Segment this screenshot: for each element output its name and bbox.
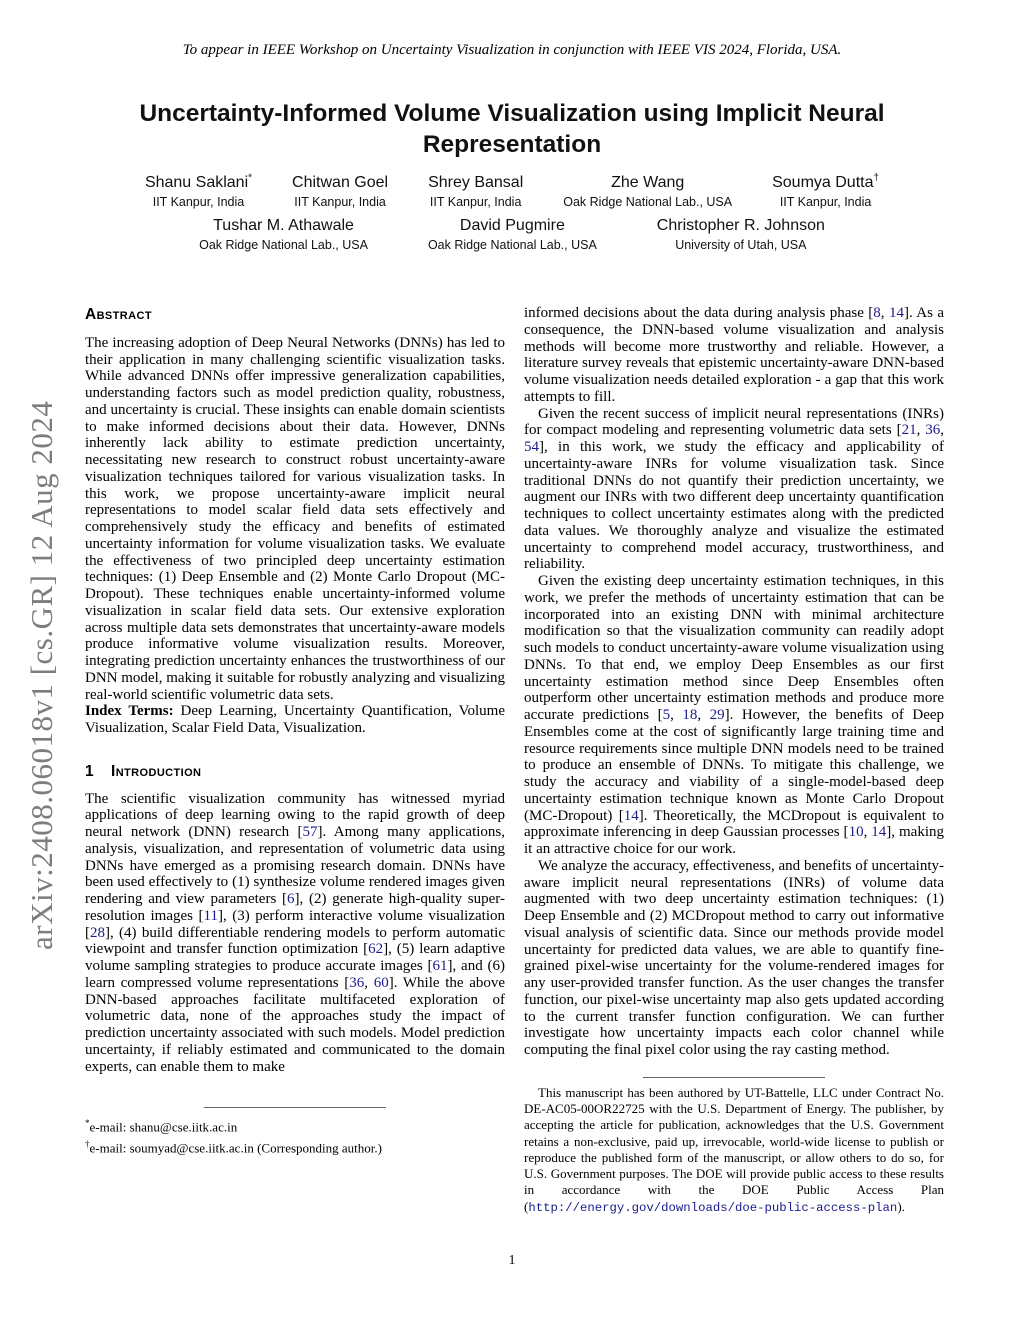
citation-ref[interactable]: 14: [888, 305, 904, 321]
citation-ref[interactable]: 21: [901, 422, 917, 439]
section-heading-introduction: [85, 764, 505, 781]
right-column: [524, 305, 944, 1216]
author-name: [428, 174, 523, 192]
footnote-rule: [643, 1077, 825, 1078]
index-terms: [85, 703, 505, 737]
citation-ref[interactable]: 57: [302, 824, 318, 840]
author-zhe-wang: [563, 174, 732, 209]
arxiv-watermark: arXiv:2408.06018v1 [cs.GR] 12 Aug 2024: [24, 400, 59, 950]
citation-ref[interactable]: 6: [287, 891, 295, 907]
author-footnote-marker: *: [248, 172, 253, 184]
page-number: 1: [508, 1252, 516, 1267]
citation-ref[interactable]: 36: [925, 422, 941, 439]
author-shanu-saklani: [145, 174, 252, 209]
author-affiliation: University of Utah, USA: [675, 238, 807, 252]
body-paragraph: We analyze the accuracy, effectiveness, and benefits of uncertainty-aware implicit neural representations (INRs) of volume data augmented with two deep uncertainty estimation techniques: (1) Deep Ensemble and (2) MCDropout method to carry out informative visual analysis of scientific data. Since our methods provide model uncertainty for predicted data values, we are able to quantify fine-grained pixel-wise uncertainty for the volume-rendered images for any user-provided transfer function. As the user changes the transfer function, our pixel-wise uncertainty map also gets updated according to the current transfer function configuration. We can further investigate how uncertainty impacts each color channel while computing the final pixel color using the ray casting method.: [524, 857, 944, 1058]
author-name: [199, 217, 368, 235]
citation-ref[interactable]: 18: [682, 707, 698, 723]
paper-title: Uncertainty-Informed Volume Visualization using Implicit Neural Representation: [139, 100, 885, 158]
author-affiliation: Oak Ridge National Lab., USA: [427, 238, 597, 252]
author-affiliation: Oak Ridge National Lab., USA: [563, 195, 733, 209]
author-affiliation: IIT Kanpur, India: [429, 195, 522, 209]
author-row-2: [0, 217, 1024, 252]
conference-notice: To appear in IEEE Workshop on Uncertainty Visualization in conjunction with IEEE VIS 2024, Florida, USA.: [182, 42, 842, 58]
author-name: [428, 217, 597, 235]
manuscript-notice: [524, 1077, 944, 1216]
author-name-text: Christopher R. Johnson: [656, 217, 825, 234]
index-terms-text: Deep Learning, Uncertainty Quantification, Volume Visualization, Scalar Field Data, Visualization.: [85, 703, 505, 736]
body-paragraph: informed decisions about the data during analysis phase [8, 14]. As a consequence, the DNN-based volume visualization and analysis methods will become more trustworthy and reliable. However, a literature survey reveals that epistemic uncertainty-aware DNN-based volume visualization needs detailed exploration - a gap that this work attempts to fill.: [524, 305, 944, 405]
author-affiliation: IIT Kanpur, India: [779, 195, 872, 209]
citation-ref[interactable]: 14: [623, 807, 639, 824]
author-name-text: Shanu Saklani: [144, 174, 249, 191]
citation-ref[interactable]: 8: [873, 305, 881, 321]
footnote-email-2: [85, 1136, 505, 1157]
author-name: [145, 174, 252, 192]
footnote-email-1: [85, 1115, 505, 1136]
author-name-text: Soumya Dutta: [772, 174, 874, 191]
index-terms-label: Index Terms:: [85, 703, 174, 720]
body-paragraph: Given the recent success of implicit neural representations (INRs) for compact modeling and representing volumetric data sets [21, 36, 54], in this work, we study the efficacy and applicability of uncertainty-aware INRs for volume visualization task. Since traditional DNNs do not quantify their prediction uncertainty, we augment our INRs with two different deep uncertainty quantification techniques to collect uncertainty estimates along with the predicted data values. We thoroughly analyze and visualize the estimated uncertainty to comprehend model accuracy, trustworthiness, and reliability.: [524, 405, 944, 573]
author-footnotes: [85, 1107, 505, 1157]
citation-ref[interactable]: 28: [90, 924, 105, 941]
author-footnote-marker: †: [873, 172, 880, 184]
footnote-text: e-mail: soumyad@cse.iitk.ac.in (Corresponding author.): [89, 1140, 382, 1156]
citation-ref[interactable]: 62: [368, 941, 384, 958]
body-paragraph: Given the existing deep uncertainty estimation techniques, in this work, we prefer the methods of uncertainty estimation that can be incorporated into an existing DNN with minimal architecture modification so that the visualization community can readily adopt such models to conduct uncertainty-aware volume visualization using DNNs. To that end, we employ Deep Ensembles as our first uncertainty estimation method since Deep Ensembles often outperform other uncertainty estimation methods and produce more accurate predictions [5, 18, 29]. However, the benefits of Deep Ensembles come at the cost of significantly large training time and resource requirements since multiple DNN models need to be trained to produce an ensemble of DNNs. To mitigate this challenge, we study the accuracy and viability of a single-model-based deep uncertainty estimation technique known as Monte Carlo Dropout (MC-Dropout) [14]. Theoretically, the MCDropout is equivalent to approximate inferencing in deep Gaussian processes [10, 14], making it an attractive choice for our work.: [524, 573, 944, 857]
author-name-text: Zhe Wang: [611, 174, 685, 191]
footnote-rule: [204, 1107, 386, 1108]
section-number: 1: [85, 762, 95, 780]
author-name-text: Tushar M. Athawale: [213, 217, 354, 234]
author-tushar-athawale: [199, 217, 368, 252]
footnote-text: e-mail: shanu@cse.iitk.ac.in: [89, 1119, 238, 1135]
citation-ref[interactable]: 29: [709, 707, 725, 723]
right-column-flow: [524, 305, 944, 1077]
citation-ref[interactable]: 61: [432, 958, 448, 974]
author-chitwan-goel: [292, 174, 388, 209]
citation-ref[interactable]: 54: [524, 439, 539, 455]
left-column: [85, 305, 505, 1157]
citation-ref[interactable]: 10: [848, 824, 864, 841]
author-shrey-bansal: [428, 174, 523, 209]
footnote-marker: †: [85, 1139, 90, 1150]
author-name-text: Shrey Bansal: [428, 174, 524, 191]
author-block: [0, 174, 1024, 252]
author-name: [292, 174, 388, 192]
author-name: [563, 174, 732, 192]
abstract-heading: Abstract: [85, 306, 152, 323]
left-column-flow: [85, 305, 505, 1101]
citation-ref[interactable]: 36: [349, 974, 365, 991]
author-affiliation: Oak Ridge National Lab., USA: [199, 238, 368, 252]
author-name: [657, 217, 825, 235]
author-david-pugmire: [428, 217, 597, 252]
url-link[interactable]: http://energy.gov/downloads/doe-public-access-plan: [528, 1200, 898, 1215]
introduction-paragraph: The scientific visualization community has witnessed myriad applications of deep learning owing to the rapid growth of deep neural network (DNN) research [57]. Among many applications, analysis, visualization, and representation of volumetric data using DNNs have emerged as a promising research domain. DNNs have been used effectively to (1) synthesize volume rendered images given rendering and view parameters [6], (2) generate high-quality super-resolution images [11], (3) perform interactive volume visualization [28], (4) build differentiable rendering models to perform automatic viewpoint and transfer function optimization [62], (5) learn adaptive volume sampling strategies to produce accurate images [61], and (6) learn compressed volume representations [36, 60]. While the above DNN-based approaches facilitate multifaceted exploration of volumetric data, none of the approaches study the impact of prediction uncertainty associated with such models. Model prediction uncertainty, if reliably estimated and communicated to the domain experts, can enable them to make: [85, 790, 505, 1075]
citation-ref[interactable]: 11: [203, 907, 218, 924]
author-row-1: [0, 174, 1024, 209]
abstract-text: The increasing adoption of Deep Neural Networks (DNNs) has led to their application in many challenging scientific visualization tasks. While advanced DNNs offer impressive generalization capabilities, understanding factors such as model prediction quality, robustness, and uncertainty is crucial. These insights can enable domain scientists to make informed decisions about their data. However, DNNs inherently lack ability to estimate prediction uncertainty, necessitating new research to construct robust uncertainty-aware visualization techniques tailored for various visualization tasks. In this work, we propose uncertainty-aware implicit neural representations to model scalar field data sets effectively and comprehensively study the efficacy and benefits of estimated uncertainty information for volume visualization tasks. We evaluate the effectiveness of two principled deep uncertainty estimation techniques: (1) Deep Ensemble and (2) Monte Carlo Dropout (MC-Dropout). These techniques enable uncertainty-informed volume visualization in scalar field data sets. Our extensive exploration across multiple data sets demonstrates that uncertainty-aware models produce informative volume visualization results. Moreover, integrating prediction uncertainty enhances the trustworthiness of our DNN model, making it suitable for robustly analyzing and visualizing real-world scientific volumetric data sets.: [85, 334, 505, 703]
author-name: [772, 174, 879, 192]
author-soumya-dutta: [772, 174, 879, 209]
citation-ref[interactable]: 60: [373, 974, 389, 991]
author-name-text: Chitwan Goel: [292, 174, 389, 191]
author-name-text: David Pugmire: [459, 217, 565, 234]
manuscript-notice-text: This manuscript has been authored by UT-Battelle, LLC under Contract No. DE-AC05-00OR22725 with the U.S. Department of Energy. The publisher, by accepting the article for publication, acknowledges that the U.S. Government retains a non-exclusive, paid up, irrevocable, world-wide license to publish or reproduce the published form of the manuscript, or allow others to do so, for U.S. Government purposes. The DOE will provide public access to these results in accordance with the DOE Public Access Plan (http://energy.gov/downloads/doe-public-access-plan).: [524, 1084, 944, 1215]
author-affiliation: IIT Kanpur, India: [152, 195, 245, 209]
footnote-marker: *: [85, 1118, 90, 1129]
author-affiliation: IIT Kanpur, India: [294, 195, 386, 209]
citation-ref[interactable]: 5: [662, 707, 671, 723]
section-title: Introduction: [111, 762, 202, 780]
author-christopher-johnson: [657, 217, 825, 252]
citation-ref[interactable]: 14: [871, 824, 887, 841]
